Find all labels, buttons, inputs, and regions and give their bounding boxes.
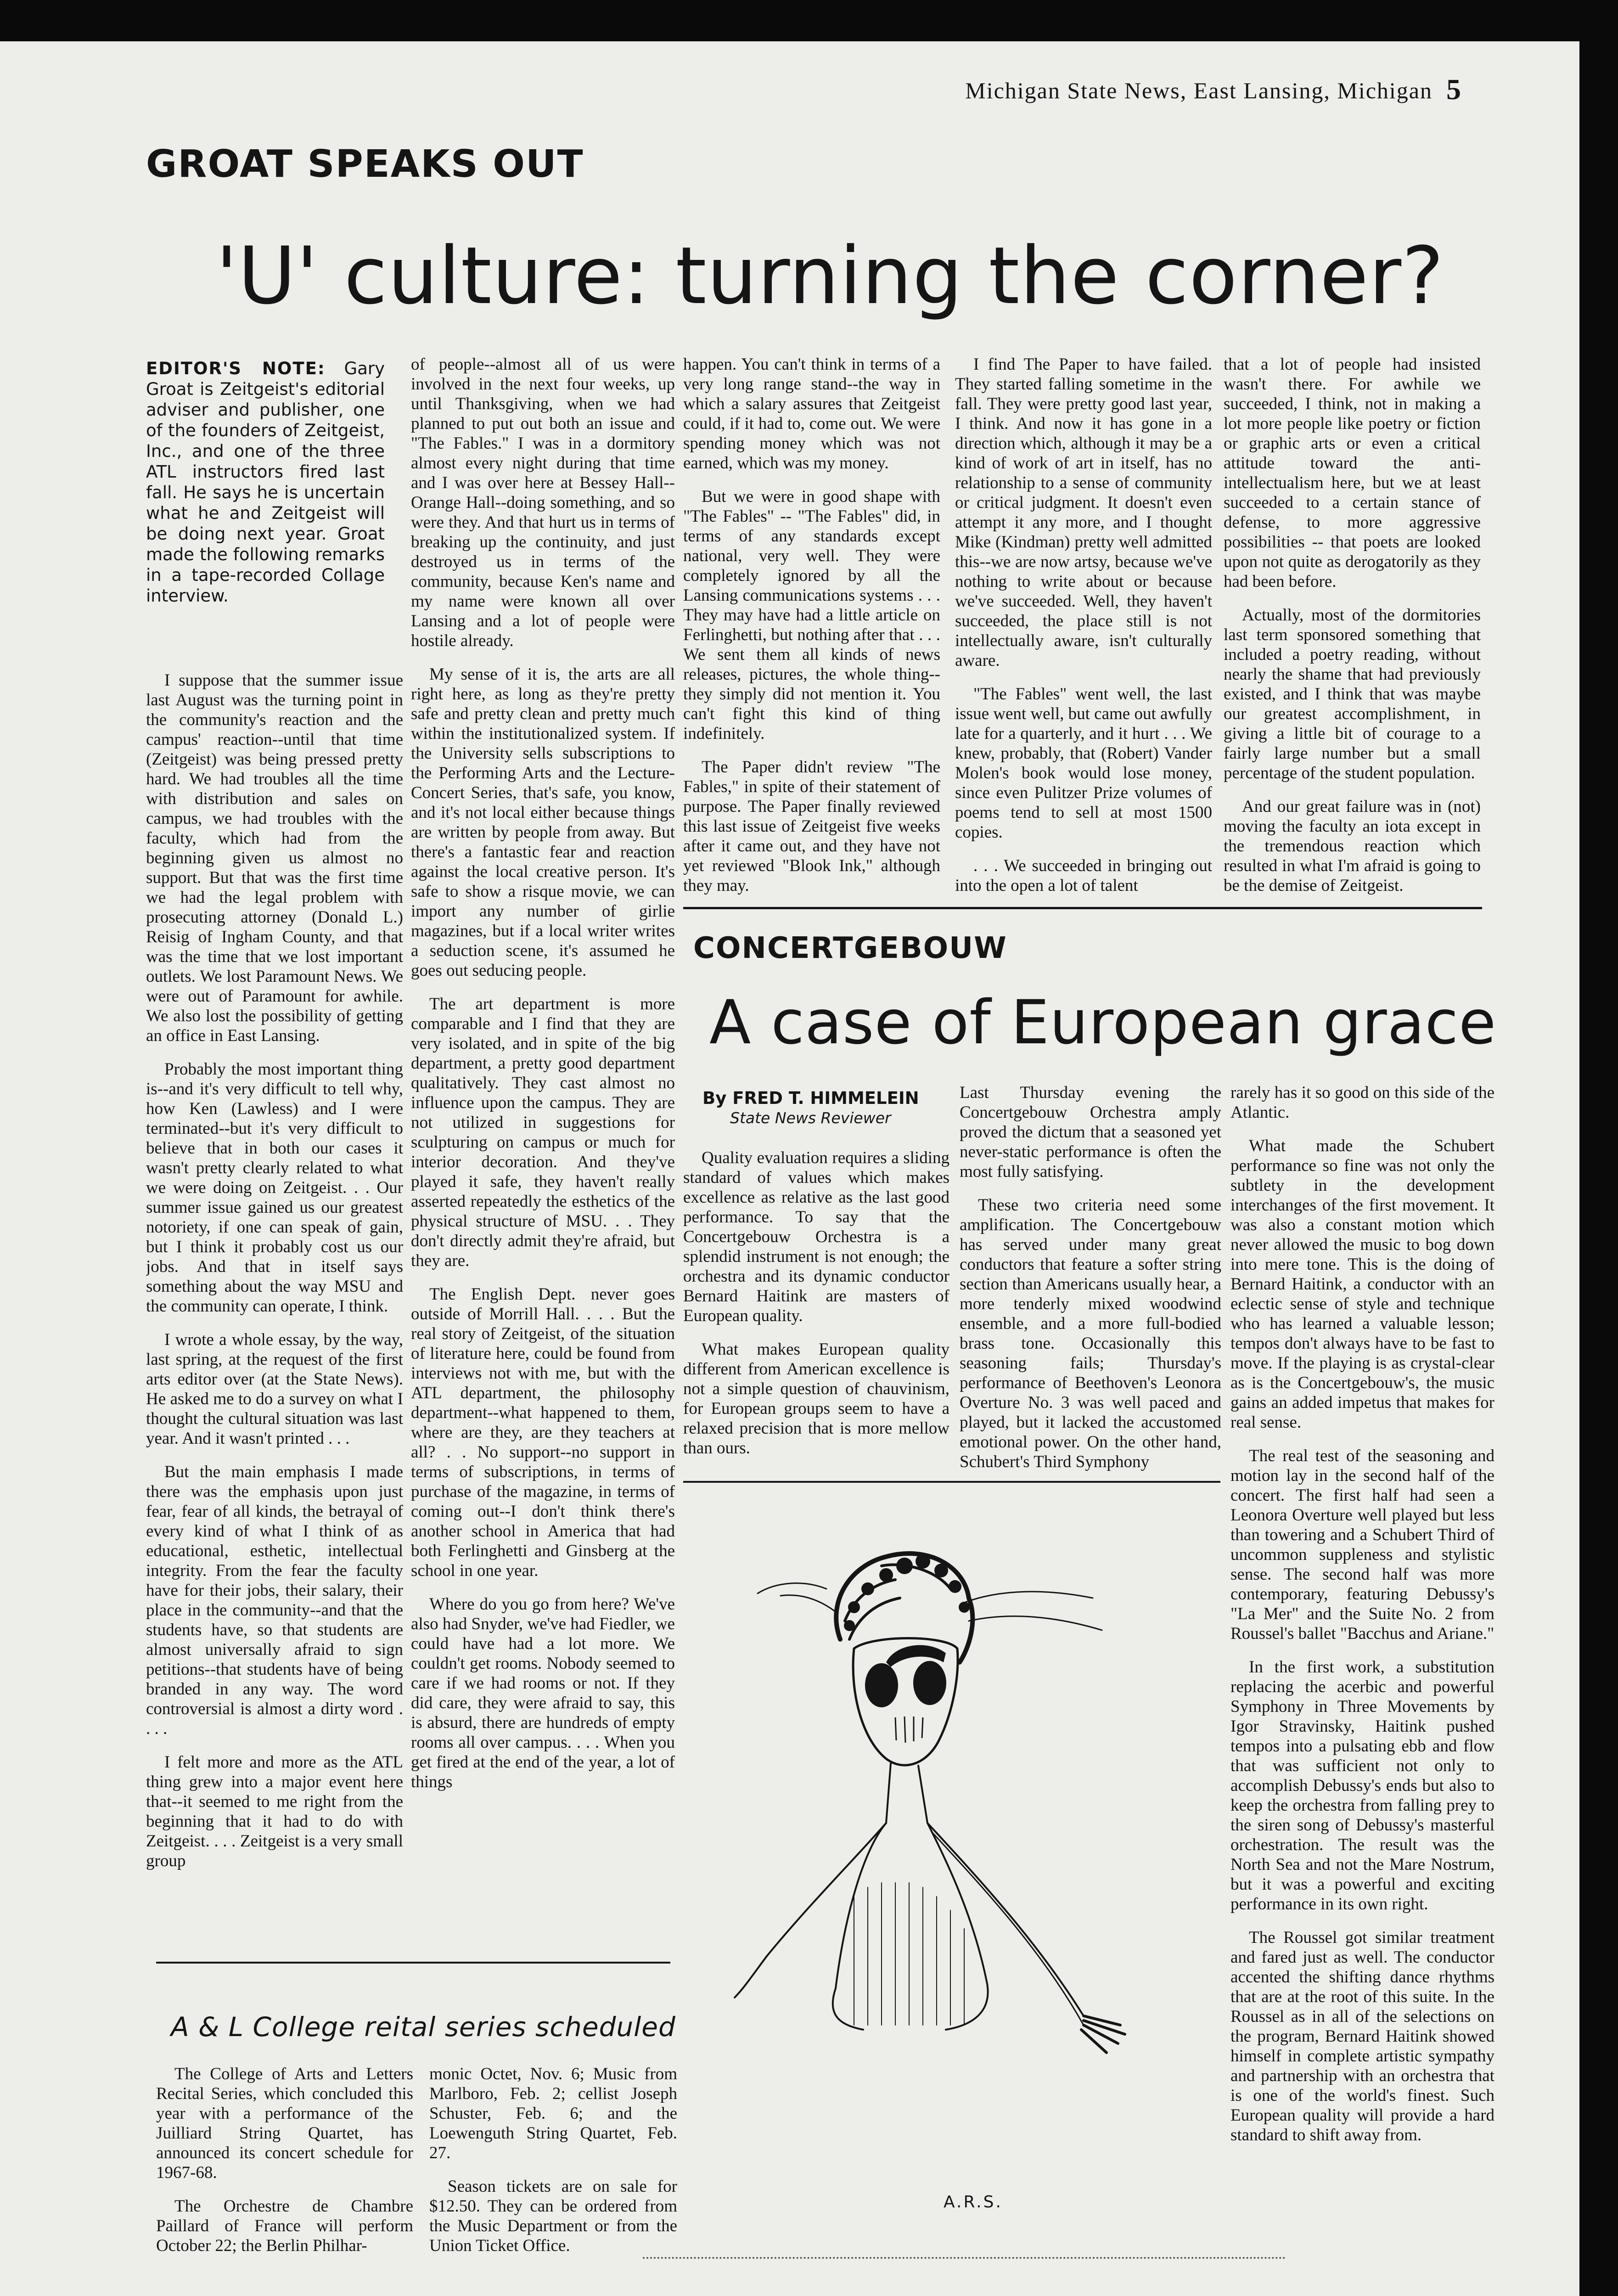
groat-column-3 xyxy=(683,355,940,906)
paragraph: But we were in good shape with "The Fables" -- "The Fables" did, in terms of any standards except national, very well. They were completely ignored by all the Lansing communications systems . . . They may have had a little article on Ferlinghetti, but nothing after that . . . We sent them all kinds of news releases, pictures, the whole thing--they simply did not mention it. You can't fight this kind of thing indefinitely. xyxy=(683,487,940,743)
paragraph: Actually, most of the dormitories last term sponsored something that included a poetry reading, without nearly the shame that had previously existed, and I think that was maybe our greatest accomplishment, in giving a little bit of courage to a fairly large number but a small percentage of the student population. xyxy=(1224,606,1481,782)
groat-kicker: GROAT SPEAKS OUT xyxy=(146,142,584,186)
paragraph: I find The Paper to have failed. They started falling sometime in the fall. They were pretty good last year, I think. And now it has gone in a direction which, although it may be a kind of work of art in itself, has no relationship to a sense of community or critical judgment. It doesn't even attempt it any more, and I thought Mike (Kindman) pretty well admitted this--we are now artsy, because we've nothing to write about or because we've succeeded. Well, they haven't succeeded, the place still is not intellectually aware, isn't culturally aware. xyxy=(955,355,1212,670)
paragraph: Where do you go from here? We've also had Snyder, we've had Fiedler, we could have had a lot more. We couldn't get rooms. Nobody seemed to care if we had rooms or not. If they did care, they were afraid to say, this is absurd, there are hundreds of empty rooms all over campus. . . . When you get fired at the end of the year, a lot of things xyxy=(411,1595,675,1791)
paragraph: What made the Schubert performance so fine was not only the subtlety in the development interchanges of the first movement. It was also a constant motion which never allowed the music to bog down into mere tone. This is the doing of Bernard Haitink, a conductor with an eclectic sense of style and technique who has learned a valuable lesson; tempos don't always have to be fast to move. If the playing is as crystal-clear as is the Concertgebouw's, the music gains an added impetus that makes for real sense. xyxy=(1230,1137,1494,1432)
groat-column-1 xyxy=(146,670,403,1961)
paragraph: The art department is more comparable and I find that they are very isolated, and in spite of the big department, a pretty good department qualitatively. They cast almost no influence upon the campus. They are not utilized in suggestions for sculpturing on campus or much for interior decoration. And they've played it safe, they haven't really asserted repeatedly the esthetics of the physical structure of MSU. . . They don't directly admit they're afraid, but they are. xyxy=(411,995,675,1270)
groat-column-2 xyxy=(411,355,675,1962)
concert-column-2 xyxy=(960,1083,1221,1478)
recital-column-2 xyxy=(429,2064,677,2257)
paragraph: In the first work, a substitution replacing the acerbic and powerful Symphony in Three Movements by Igor Stravinsky, Haitink pushed tempos into a pulsating ebb and flow that was sufficient not only to accomplish Debussy's ends but also to keep the orchestra from falling prey to the siren song of Debussy's masterful orchestration. The result was the North Sea and not the Mare Nostrum, but it was a powerful and exciting performance in its own right. xyxy=(1230,1658,1494,1913)
page-bottom-crease xyxy=(643,2257,1286,2259)
concert-byline xyxy=(702,1088,960,1128)
groat-headline: 'U' culture: turning the corner? xyxy=(216,230,1444,322)
illustration-figure xyxy=(689,1502,1217,2089)
paragraph: Season tickets are on sale for $12.50. They can be ordered from the Music Department or from the Union Ticket Office. xyxy=(429,2177,677,2255)
art-credit: A.R.S. xyxy=(944,2193,1003,2212)
section-divider-rule xyxy=(683,907,1482,909)
paragraph: The English Dept. never goes outside of Morrill Hall. . . . But the real story of Zeitgeist, of the situation of literature here, could be found from interviews not with me, but with the ATL department, the philosophy department--what happened to them, where are they, are they teachers at all? . . No support--no support in terms of subscriptions, in terms of purchase of the magazine, in terms of coming out--I don't think there's another school in America that had both Ferlinghetti and Ginsberg at the school in one year. xyxy=(411,1285,675,1580)
paragraph: Last Thursday evening the Concertgebouw Orchestra amply proved the dictum that a seasoned yet never-static performance is often the most fully satisfying. xyxy=(960,1083,1221,1181)
recital-top-rule xyxy=(156,1962,670,1964)
paragraph: These two criteria need some amplification. The Concertgebouw has served under many great conductors that feature a softer string section than Americans usually hear, a more tenderly mixed woodwind ensemble, and a more full-bodied brass tone. Occasionally this seasoning fails; Thursday's performance of Beethoven's Leonora Overture No. 3 was well paced and played, but it lacked the accustomed emotional power. On the other hand, Schubert's Third Symphony xyxy=(960,1196,1221,1471)
right-eye xyxy=(913,1661,946,1705)
masthead: Michigan State News, East Lansing, Michigan xyxy=(965,78,1433,103)
paragraph: The College of Arts and Letters Recital Series, which concluded this year with a performance of the Juilliard String Quartet, has announced its concert schedule for 1967-68. xyxy=(156,2065,413,2182)
editors-note xyxy=(146,358,385,606)
paragraph: My sense of it is, the arts are all right here, as long as they're pretty safe and pretty clean and pretty much within the institutionalized system. If the University sells subscriptions to the Performing Arts and the Lecture-Concert Series, that's safe, you know, and it's not local either because things are written by people from away. But there's a fantastic fear and reaction against the local creative person. It's safe to show a risque movie, we can import any number of girlie magazines, but if a local writer writes a seduction scene, it's assumed he goes out seducing people. xyxy=(411,665,675,980)
paragraph: I wrote a whole essay, by the way, last spring, at the request of the first arts editor over (at the State News). He asked me to do a survey on what I thought the cultural situation was last year. And it wasn't printed . . . xyxy=(146,1330,403,1448)
editors-note-label: EDITOR'S NOTE: xyxy=(146,359,326,378)
paragraph: The Paper didn't review "The Fables," in spite of their statement of purpose. The Paper finally reviewed this last issue of Zeitgeist five weeks after it came out, and they have not yet reviewed "Blook Ink," although they may. xyxy=(683,758,940,895)
paragraph: that a lot of people had insisted wasn't there. For awhile we succeeded, I think, not in making a lot more people like poetry or fiction or graphic arts or even a critical attitude toward the anti-intellectualism here, but we at least succeeded to a certain stance of defense, to more aggressive possibilities -- that poets are looked upon not quite as derogatorily as they had been before. xyxy=(1224,355,1481,591)
paragraph: The Roussel got similar treatment and fared just as well. The conductor accented the shifting dance rhythms that are at the root of this suite. In the Roussel as in all of the selections on the program, Bernard Haitink showed himself in complete artistic sympathy and partnership with an orchestra that is one of the world's finest. Such European quality will provide a hard standard to shift away from. xyxy=(1230,1928,1494,2144)
paragraph: I suppose that the summer issue last August was the turning point in the community's reaction and the campus' reaction--until that time (Zeitgeist) was being pressed pretty hard. We had troubles all the time with distribution and sales on campus, we had troubles with the faculty, which had from the beginning given us almost no support. But that was the first time we had the legal problem with prosecuting attorney (Donald L.) Reisig of Ingham County, and that was the time that we lost important outlets. We lost Paramount News. We were out of Paramount for awhile. We also lost the possibility of getting an office in East Lansing. xyxy=(146,671,403,1045)
paragraph: The Orchestre de Chambre Paillard of France will perform October 22; the Berlin Philhar- xyxy=(156,2197,413,2255)
paragraph: The real test of the seasoning and motion lay in the second half of the concert. The first half had seen a Leonora Overture well played but less than towering and a Schubert Third of uncommon suppleness and stylistic sense. The second half was more contemporary, featuring Debussy's "La Mer" and the Suite No. 2 from Roussel's ballet "Bacchus and Ariane." xyxy=(1230,1446,1494,1643)
paragraph: happen. You can't think in terms of a very long range stand--the way in which a salary assures that Zeitgeist could, if it had to, come out. We were spending money which was not earned, which was my money. xyxy=(683,355,940,473)
editors-note-text: Gary Groat is Zeitgeist's editorial adviser and publisher, one of the founders of Zeitgeist, Inc., and one of the three ATL instructors fired last fall. He says he is uncertain what he and Zeitgeist will be doing next year. Groat made the following remarks in a tape-recorded Collage interview. xyxy=(146,359,385,606)
paragraph: "The Fables" went well, the last issue went well, but came out awfully late for a quarterly, and it hurt . . . We knew, probably, that (Robert) Vander Molen's book would lose money, since even Pulitzer Prize volumes of poems tend to sell at most 1500 copies. xyxy=(955,685,1212,842)
paragraph: of people--almost all of us were involved in the next four weeks, up until Thanksgiving, when we had planned to put out both an issue and "The Fables." I was in a dormitory almost every night during that time and I was over here at Bessey Hall--Orange Hall--doing something, and so were they. And that hurt us in terms of breaking up the continuity, and just destroyed us in terms of the community, because Ken's name and my name were known all over Lansing and a lot of people were hostile already. xyxy=(411,355,675,650)
concert-headline: A case of European grace xyxy=(709,987,1497,1058)
paragraph: Quality evaluation requires a sliding standard of values which makes excellence as relative as the last good performance. To say that the Concertgebouw Orchestra is a splendid instrument is not enough; the orchestra and its dynamic conductor Bernard Haitink are masters of European quality. xyxy=(683,1148,949,1325)
concert-column-3 xyxy=(1230,1083,1494,2222)
byline-name: By FRED T. HIMMELEIN xyxy=(702,1088,919,1108)
concert-column-rule xyxy=(683,1481,1220,1483)
concert-column-1 xyxy=(683,1148,949,1479)
recital-headline: A & L College reital series scheduled xyxy=(171,2011,676,2043)
groat-column-5 xyxy=(1224,355,1481,906)
byline-title: State News Reviewer xyxy=(730,1109,891,1127)
paragraph: monic Octet, Nov. 6; Music from Marlboro, Feb. 2; cellist Joseph Schuster, Feb. 6; and the Loewenguth String Quartet, Feb. 27. xyxy=(429,2065,677,2162)
paragraph: . . . We succeeded in bringing out into the open a lot of talent xyxy=(955,856,1212,895)
concert-kicker: CONCERTGEBOUW xyxy=(693,931,1007,965)
recital-column-1 xyxy=(156,2064,413,2257)
left-eye xyxy=(865,1663,898,1707)
paragraph: What makes European quality different from American excellence is not a simple question of chauvinism, for European groups seem to have a relaxed precision that is more mellow than ours. xyxy=(683,1340,949,1458)
paragraph: rarely has it so good on this side of the Atlantic. xyxy=(1230,1083,1494,1122)
page-number: 5 xyxy=(1446,73,1461,106)
paragraph: Probably the most important thing is--and it's very difficult to tell why, how Ken (Lawless) and I were terminated--but it's very difficult to believe that in both our cases it wasn't pretty clearly related to what we were doing on Zeitgeist. . . Our summer issue gained us our greatest notoriety, if one can speak of gain, but I think it probably cost us our jobs. And that in itself says something about the way MSU and the community can operate, I think. xyxy=(146,1060,403,1316)
paragraph: But the main emphasis I made there was the emphasis upon just fear, fear of all kinds, the betrayal of every kind of what I think of as educational, esthetic, intellectual integrity. From the fear the faculty have for their jobs, their salary, their place in the community--and that the students have, so that students are almost universally afraid to sign petitions--that students have of being branded in any way. The word controversial is almost a dirty word . . . . xyxy=(146,1463,403,1738)
groat-column-4 xyxy=(955,355,1212,906)
paragraph: I felt more and more as the ATL thing grew into a major event here that--it seemed to me right from the beginning that it had to do with Zeitgeist. . . . Zeitgeist is a very small group xyxy=(146,1753,403,1870)
paragraph: And our great failure was in (not) moving the faculty an iota except in the tremendous reaction which resulted in what I'm afraid is going to be the demise of Zeitgeist. xyxy=(1224,797,1481,895)
